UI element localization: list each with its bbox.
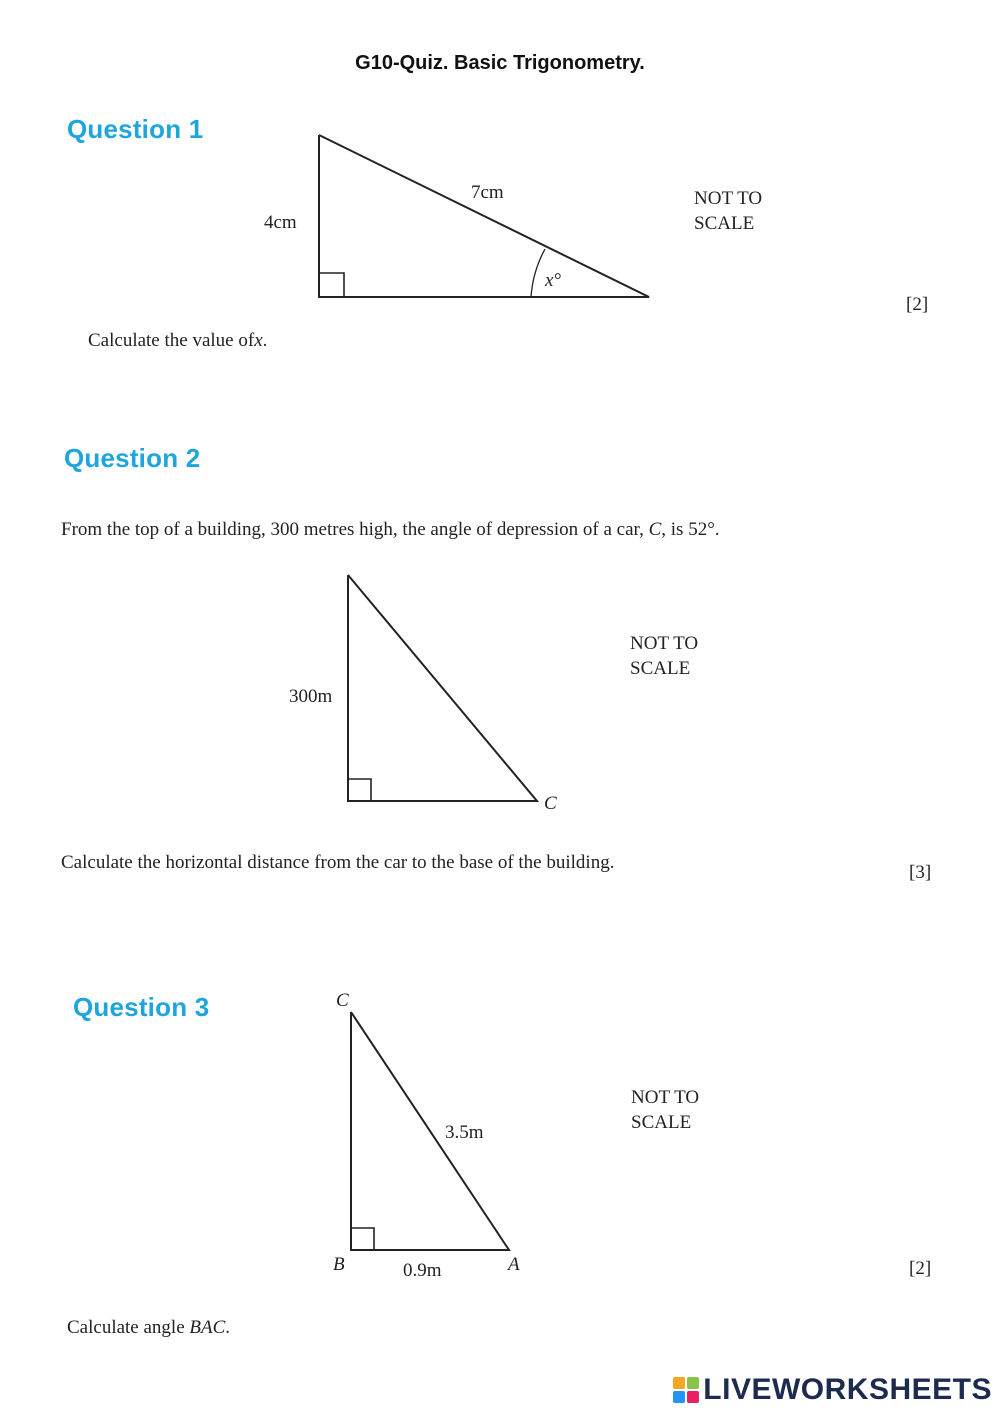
logo-cell [673,1391,685,1403]
question-3-heading: Question 3 [73,992,210,1022]
q3-note-line2: SCALE [631,1112,692,1133]
q1-prompt-prefix: Calculate the value of [88,330,255,351]
q3-base-label: 0.9m [403,1260,442,1281]
q1-prompt-var: x [254,330,263,351]
q3-vertex-a-label: A [508,1254,520,1275]
q2-statement-prefix: From the top of a building, 300 metres high, the angle of depression of a car, [61,519,649,540]
liveworksheets-brand [673,1373,992,1407]
q2-note-line2: SCALE [630,658,691,679]
q3-marks: [2] [909,1258,932,1279]
q2-note-line1: NOT TO [630,633,699,654]
q2-statement-var: C [648,519,662,540]
q3-prompt [67,1317,230,1339]
q1-prompt-suffix: . [262,330,268,351]
q1-side-vertical-label: 4cm [264,212,297,233]
q2-vertex-c-label: C [544,793,557,814]
logo-cell [687,1391,699,1403]
q1-angle-label: x° [545,270,562,291]
q1-note-line2: SCALE [694,213,755,234]
q3-prompt-var: BAC [189,1317,226,1338]
q3-hypotenuse-label: 3.5m [445,1122,484,1143]
q3-triangle [351,1012,509,1250]
q2-side-vertical-label: 300m [289,686,333,707]
q1-hypotenuse-label: 7cm [471,182,504,203]
liveworksheets-wordmark: LIVEWORKSHEETS [703,1373,992,1406]
q2-statement-suffix: , is 52°. [661,519,720,540]
q3-not-to-scale-note [631,1085,699,1135]
q2-prompt: Calculate the horizontal distance from the car to the base of the building. [61,852,615,873]
q2-marks: [3] [909,862,932,883]
liveworksheets-logo-icon [673,1377,699,1403]
logo-cell [687,1377,699,1389]
question-2-heading: Question 2 [64,443,201,473]
q3-vertex-c-label: C [336,990,349,1011]
q3-prompt-prefix: Calculate angle [67,1317,190,1338]
page-title: G10-Quiz. Basic Trigonometry. [355,52,645,74]
question-1-heading: Question 1 [67,114,204,144]
logo-cell [673,1377,685,1389]
q1-marks: [2] [906,294,929,315]
q1-note-line1: NOT TO [694,188,763,209]
q3-vertex-b-label: B [333,1254,345,1275]
q3-right-angle-mark [351,1228,374,1250]
q3-prompt-suffix: . [225,1317,231,1338]
q3-note-line1: NOT TO [631,1087,700,1108]
